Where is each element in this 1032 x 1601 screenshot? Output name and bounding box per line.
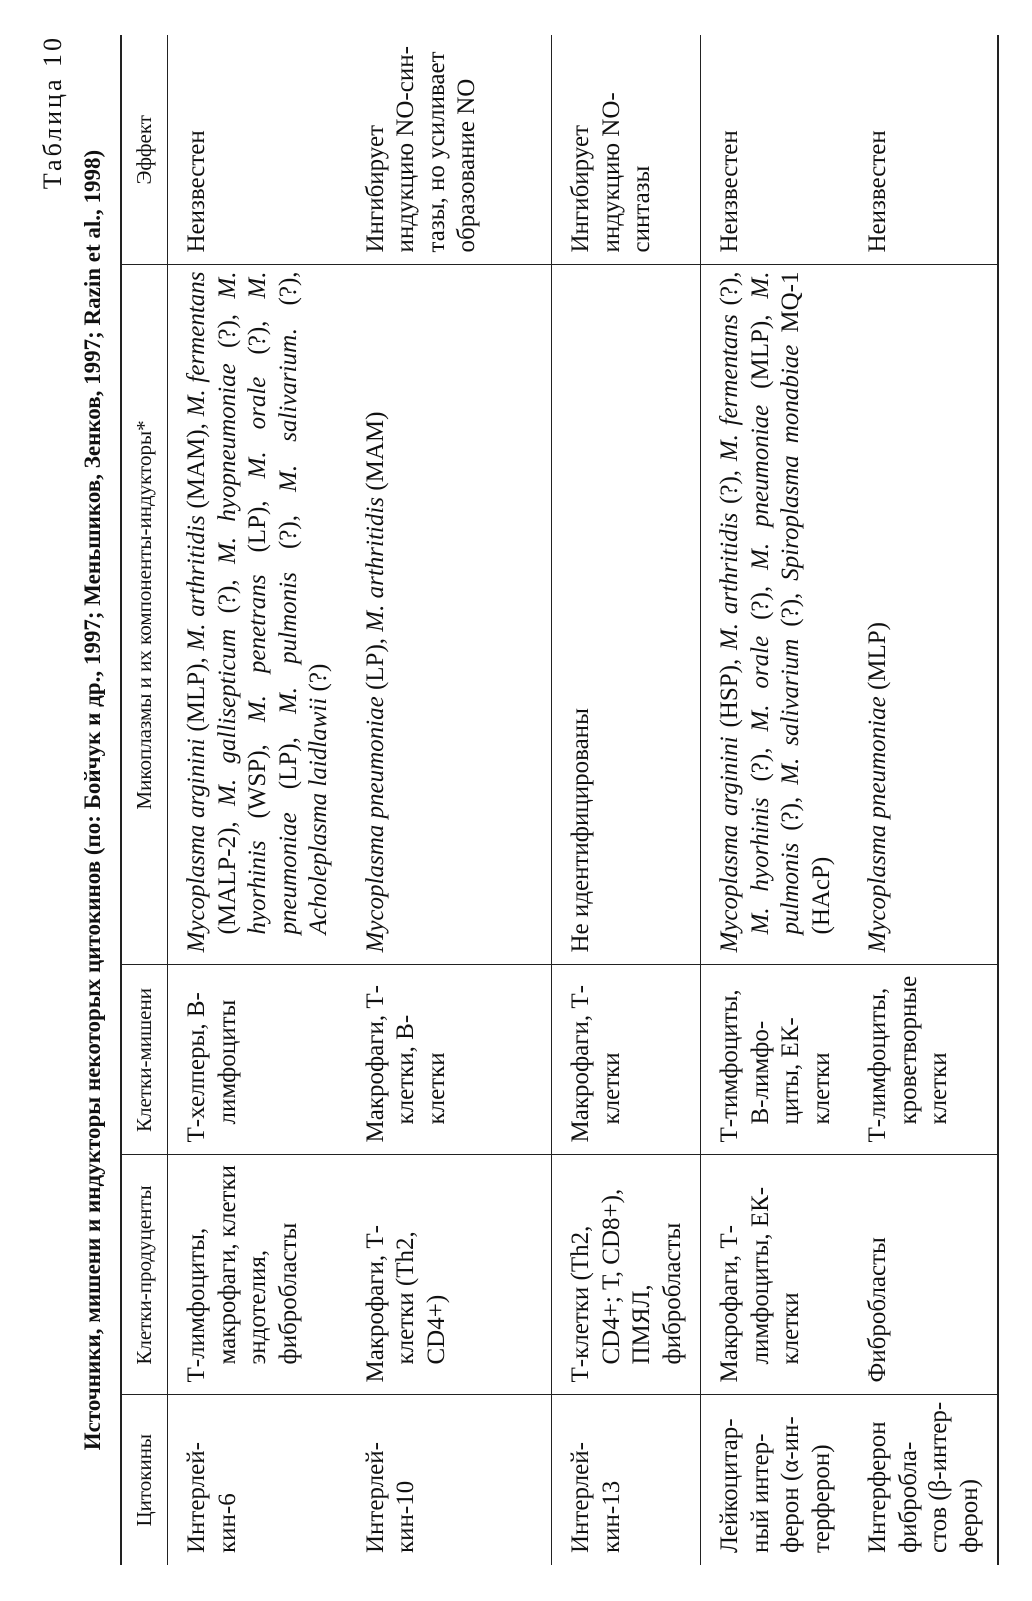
header-row <box>121 35 168 1565</box>
producers-cell: Макрофаги, Т-лимфоциты, ЕК-клетки <box>701 1155 850 1395</box>
targets-cell: Т-тимфоциты, В-лимфо-циты, ЕК-клетки <box>701 965 850 1155</box>
inducer-species: M. penetrans <box>244 574 271 723</box>
inducer-component: (MAM) <box>361 411 389 497</box>
inducers-cell <box>168 265 347 965</box>
inducer-species: Acholeplasma laidlawii <box>305 697 332 935</box>
header-inducers: Микоплазмы и их компоненты-индукторы* <box>121 265 168 965</box>
inducers-cell <box>849 265 998 965</box>
inducers-cell <box>347 265 552 965</box>
inducer-component: (?), <box>716 461 743 513</box>
effect-cell: Ингибирует индукцию NO-син-тазы, но усиливает образование NO <box>347 35 552 265</box>
inducer-component: (?), <box>213 298 241 364</box>
cytokine-cell: Лейкоцитар-ный интер-ферон (α-ин-терферон) <box>701 1395 850 1565</box>
inducer-component: (?), <box>746 569 774 636</box>
inducer-species: M. fermentans <box>716 314 743 462</box>
inducer-component: (MAM), <box>183 416 210 516</box>
inducer-species: M. arthritidis <box>716 512 743 651</box>
inducer-component: (MLP) <box>864 621 891 697</box>
inducer-component: . (?), <box>274 271 302 335</box>
inducer-component: (WSP), <box>244 722 271 841</box>
inducer-component: (?), <box>716 271 743 315</box>
table-row <box>701 35 850 1565</box>
inducer-species: M. hyopneumoniae <box>213 363 241 565</box>
inducers-cell <box>701 265 850 965</box>
inducer-component: (LP), <box>274 714 302 813</box>
cytokine-cell: Интерлей-кин-10 <box>361 1442 419 1553</box>
table-caption: Источники, мишени и индукторы некоторых цитокинов (по: Бойчук и др., 1997; Меньшиков, Зенков, 1997; Razin et al., 1998) <box>80 149 105 1451</box>
inducer-species: M. arthritidis <box>361 496 389 632</box>
inducer-species: M. orale <box>244 376 271 479</box>
table-row <box>849 35 998 1565</box>
inducer-species: Spiroplasma monabiae <box>777 344 804 581</box>
inducer-species: M. fermentans <box>183 271 210 417</box>
inducer-component: (MLP), <box>746 298 774 405</box>
table-row <box>552 35 701 1565</box>
inducer-species: Mycoplasma pneumoniae <box>361 696 389 953</box>
inducer-species: M. gallisepticum <box>213 628 241 806</box>
effect-cell: Неизвестен <box>849 35 998 265</box>
targets-cell: Т-хелперы, В-лимфоциты <box>168 965 347 1155</box>
inducer-species: Mycoplasma arginini <box>716 736 743 953</box>
inducer-species: M. hyorhinis <box>746 797 774 935</box>
inducer-species: M. hyorhinis <box>213 271 271 935</box>
inducer-species: M. salivarium <box>777 638 804 785</box>
table-number: Таблица 10 <box>38 35 67 190</box>
cytokine-cell: Интерлей-кин-6 <box>183 1442 241 1553</box>
producers-cell: Т-клетки (Th2, CD4+; Т, CD8+), ПМЯЛ, фибробласты <box>552 1155 701 1395</box>
inducer-species: M. orale <box>746 635 774 732</box>
inducer-species: M. arthritidis <box>183 515 210 651</box>
producers-cell: Макрофаги, Т-клетки (Th2, CD4+) <box>347 1155 552 1395</box>
targets-cell: Макрофаги, Т-клетки, В-клетки <box>347 965 552 1155</box>
inducer-component: (MALP-2), <box>213 805 241 935</box>
inducer-component: (?), <box>244 298 271 377</box>
inducer-species: M. pulmonis <box>274 572 302 715</box>
table-row <box>168 35 347 1565</box>
cytokine-cell: Интерферон фибробла-стов (β-интер-ферон) <box>849 1395 998 1565</box>
inducer-component: (MLP), <box>183 650 210 739</box>
cytokine-cell: Интерлей-кин-13 <box>552 1395 701 1565</box>
inducers-cell: Не идентифицированы <box>552 265 701 965</box>
effect-cell: Ингибирует индукцию NO-синтазы <box>552 35 701 265</box>
inducer-component: (LP), <box>361 631 389 697</box>
targets-cell: Макрофаги, Т-клетки <box>552 965 701 1155</box>
inducer-component: (?), <box>777 784 804 843</box>
effect-cell: Неизвестен <box>168 35 347 265</box>
inducer-component: (?) <box>305 663 332 698</box>
inducer-component: (LP), <box>244 478 271 575</box>
inducer-species: M. salivarium <box>274 334 302 492</box>
table-row <box>347 35 552 1565</box>
inducer-species: Mycoplasma arginini <box>183 738 210 953</box>
inducer-component: (?), <box>213 564 241 629</box>
targets-cell: Т-лимфоциты, кроветворные клетки <box>849 965 998 1155</box>
producers-cell: Фибробласты <box>849 1155 998 1395</box>
inducer-species: M. pneumoniae <box>746 404 774 570</box>
rotated-table-page <box>36 35 996 1565</box>
inducer-component: (?), <box>746 731 774 798</box>
cytokines-table <box>120 35 999 1565</box>
header-targets: Клетки-мишени <box>121 965 168 1155</box>
inducer-species: M. pulmonis <box>746 271 804 935</box>
inducer-component: (HSP), <box>716 650 743 737</box>
inducer-component: (?), <box>274 491 302 573</box>
inducer-species: Mycoplasma pneumoniae <box>864 696 891 953</box>
effect-cell: Неизвестен <box>701 35 850 265</box>
header-effect: Эффект <box>121 35 168 265</box>
inducer-species: M. pneumoniae <box>244 271 302 935</box>
header-cytokines: Цитокины <box>121 1395 168 1565</box>
inducer-component: (?), <box>777 580 804 639</box>
inducer-component: MQ-1 (HAcP) <box>777 271 835 935</box>
producers-cell: Т-лимфоциты, макрофаги, клетки эндотелия, фибробласты <box>168 1155 347 1395</box>
header-producers: Клетки-продуценты <box>121 1155 168 1395</box>
